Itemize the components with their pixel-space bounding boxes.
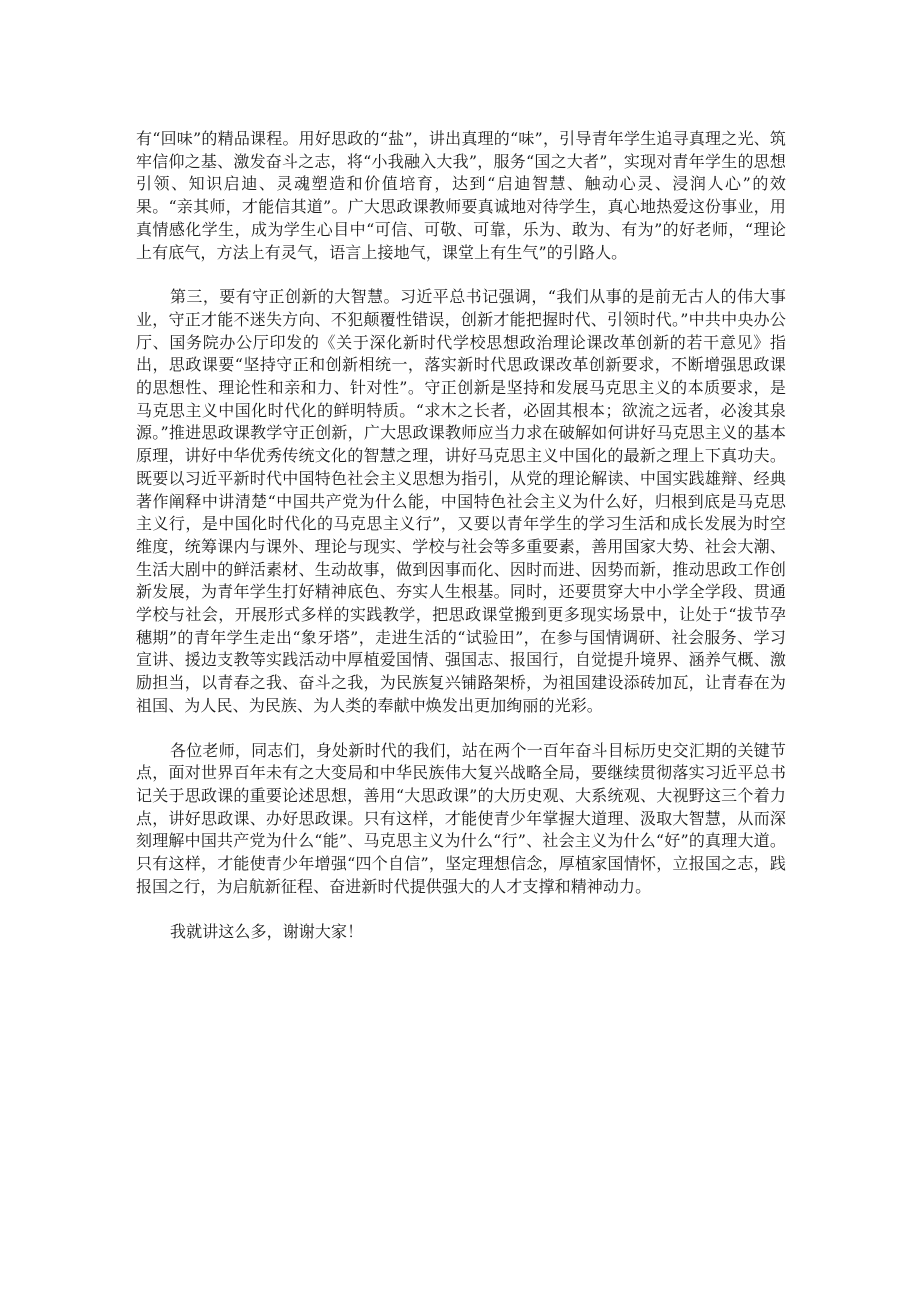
document-page: [136, 128, 786, 943]
paragraph-third-point: 第三，要有守正创新的大智慧。习近平总书记强调，“我们从事的是前无古人的伟大事业，守正才能不迷失方向、不犯颠覆性错误，创新才能把握时代、引领时代。”中共中央办公厅、国务院办公厅印发的《关于深化新时代学校思想政治理论课改革创新的若干意见》指出，思政课要“坚持守正和创新相统一，落实新时代思政课改革创新要求，不断增强思政课的思想性、理论性和亲和力、针对性”。守正创新是坚持和发展马克思主义的本质要求，是马克思主义中国化时代化的鲜明特质。“求木之长者，必固其根本；欲流之远者，必浚其泉源。”推进思政课教学守正创新，广大思政课教师应当力求在破解如何讲好马克思主义的基本原理，讲好中华优秀传统文化的智慧之理，讲好马克思主义中国化的最新之理上下真功夫。既要以习近平新时代中国特色社会主义思想为指引，从党的理论解读、中国实践雄辩、经典著作阐释中讲清楚“中国共产党为什么能，中国特色社会主义为什么好，归根到底是马克思主义行，是中国化时代化的马克思主义行”，又要以青年学生的学习生活和成长发展为时空维度，统筹课内与课外、理论与现实、学校与社会等多重要素，善用国家大势、社会大潮、生活大剧中的鲜活素材、生动故事，做到因事而化、因时而进、因势而新，推动思政工作创新发展，为青年学生打好精神底色、夯实人生根基。同时，还要贯穿大中小学全学段、贯通学校与社会，开展形式多样的实践教学，把思政课堂搬到更多现实场景中，让处于“拔节孕穗期”的青年学生走出“象牙塔”，走进生活的“试验田”，在参与国情调研、社会服务、学习宣讲、援边支教等实践活动中厚植爱国情、强国志、报国行，自觉提升境界、涵养气概、激励担当，以青春之我、奋斗之我，为民族复兴铺路架桥，为祖国建设添砖加瓦，让青春在为祖国、为人民、为民族、为人类的奉献中焕发出更加绚丽的光彩。: [136, 287, 786, 715]
paragraph-continuation: 有“回味”的精品课程。用好思政的“盐”，讲出真理的“味”，引导青年学生追寻真理之光、筑牢信仰之基、激发奋斗之志，将“小我融入大我”，服务“国之大者”，实现对青年学生的思想引领、知识启迪、灵魂塑造和价值培育，达到“启迪智慧、触动心灵、浸润人心”的效果。“亲其师，才能信其道”。广大思政课教师要真诚地对待学生，真心地热爱这份事业，用真情感化学生，成为学生心目中“可信、可敬、可靠，乐为、敢为、有为”的好老师，“理论上有底气，方法上有灵气，语言上接地气，课堂上有生气”的引路人。: [136, 129, 786, 262]
paragraph-closing: 我就讲这么多，谢谢大家！: [170, 921, 364, 941]
paragraph-conclusion: 各位老师，同志们，身处新时代的我们，站在两个一百年奋斗目标历史交汇期的关键节点，面对世界百年未有之大变局和中华民族伟大复兴战略全局，要继续贯彻落实习近平总书记关于思政课的重要论述思想，善用“大思政课”的大历史观、大系统观、大视野这三个着力点，讲好思政课、办好思政课。只有这样，才能使青少年掌握大道理、汲取大智慧，从而深刻理解中国共产党为什么“能”、马克思主义为什么“行”、社会主义为什么“好”的真理大道。只有这样，才能使青少年增强“四个自信”，坚定理想信念，厚植家国情怀，立报国之志，践报国之行，为启航新征程、奋进新时代提供强大的人才支撑和精神动力。: [136, 740, 786, 896]
